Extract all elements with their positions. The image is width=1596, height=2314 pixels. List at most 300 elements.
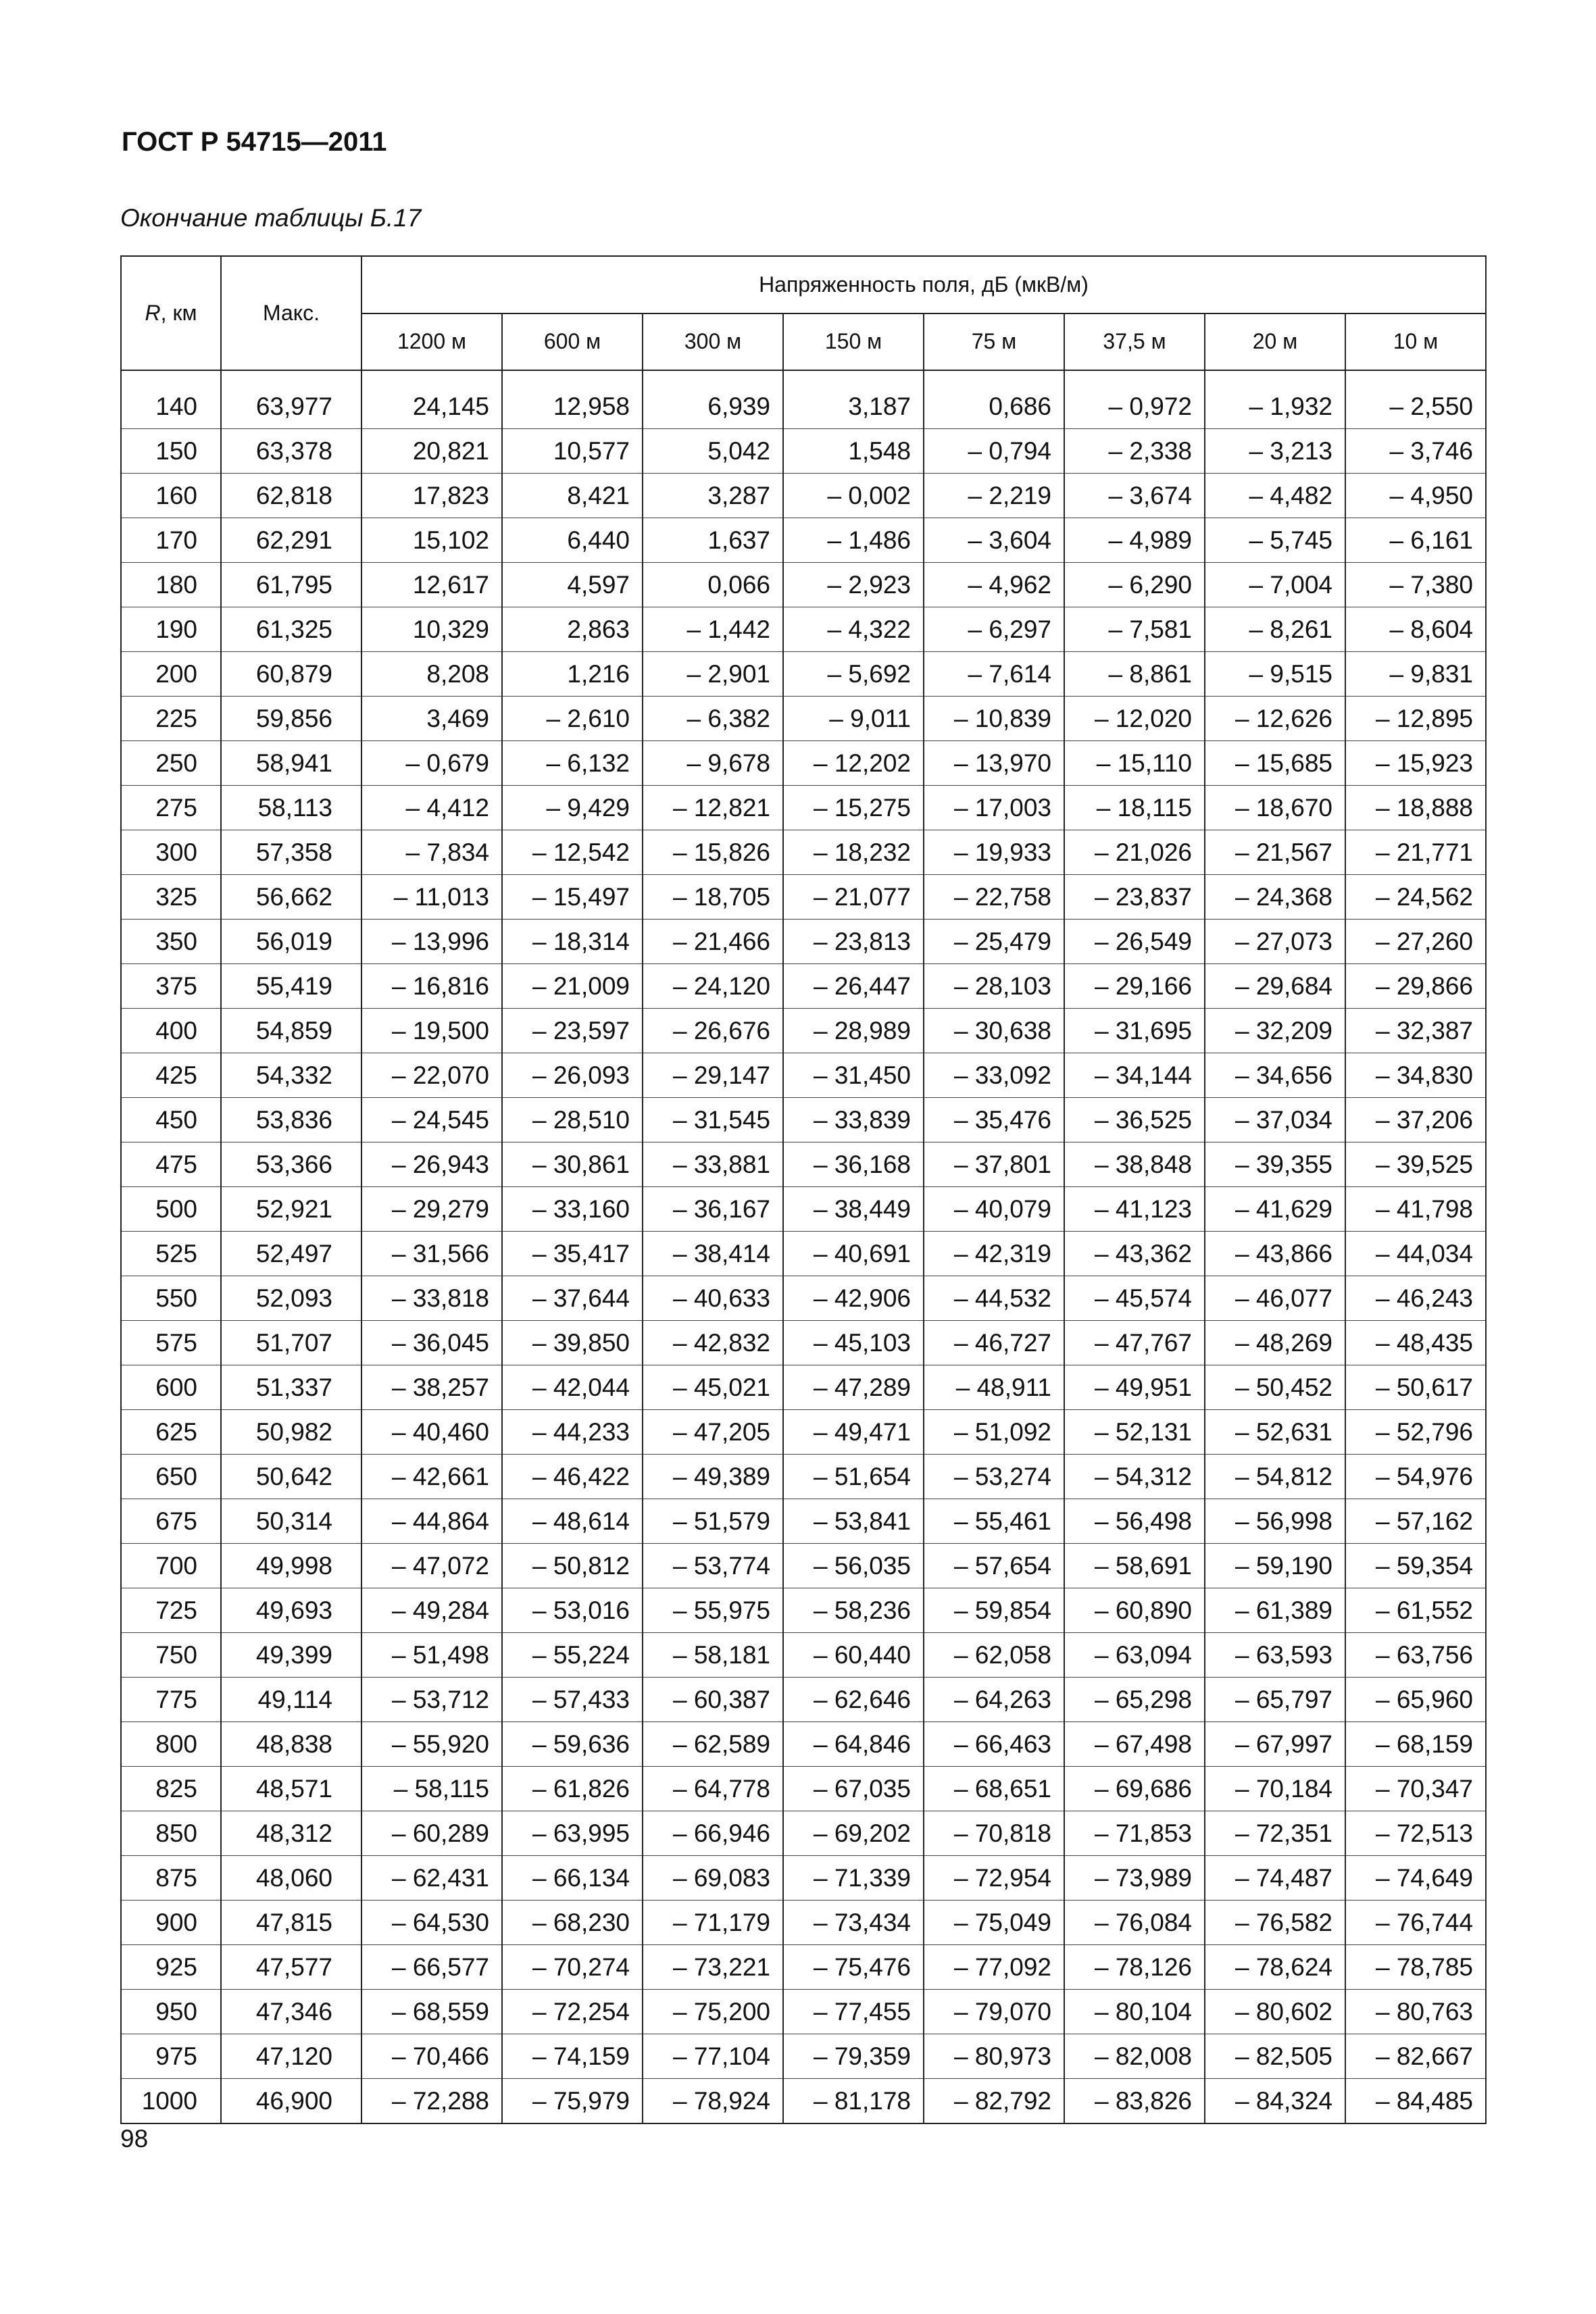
distance-r-cell: 225 bbox=[121, 697, 221, 741]
field-strength-cell: – 40,079 bbox=[924, 1187, 1064, 1232]
distance-r-cell: 550 bbox=[121, 1276, 221, 1321]
table-row bbox=[121, 741, 1486, 786]
field-strength-cell: – 22,070 bbox=[361, 1053, 502, 1098]
field-strength-cell: – 47,767 bbox=[1064, 1321, 1205, 1365]
distance-r-cell: 675 bbox=[121, 1499, 221, 1544]
table-row bbox=[121, 2079, 1486, 2124]
field-strength-cell: 3,287 bbox=[643, 474, 783, 518]
field-strength-cell: – 12,821 bbox=[643, 786, 783, 830]
field-strength-cell: – 40,633 bbox=[643, 1276, 783, 1321]
field-strength-cell: 6,440 bbox=[502, 518, 643, 563]
field-strength-cell: – 38,449 bbox=[783, 1187, 924, 1232]
field-strength-cell: – 12,895 bbox=[1345, 697, 1486, 741]
field-strength-cell: – 83,826 bbox=[1064, 2079, 1205, 2124]
field-strength-cell: – 37,034 bbox=[1205, 1098, 1345, 1142]
max-value-cell: 47,346 bbox=[221, 1990, 361, 2034]
field-strength-cell: – 4,962 bbox=[924, 563, 1064, 607]
field-strength-cell: – 24,562 bbox=[1345, 875, 1486, 920]
field-strength-cell: – 68,230 bbox=[502, 1901, 643, 1945]
field-strength-cell: – 12,020 bbox=[1064, 697, 1205, 741]
field-strength-cell: – 51,498 bbox=[361, 1633, 502, 1678]
field-strength-cell: – 46,422 bbox=[502, 1455, 643, 1499]
max-value-cell: 56,662 bbox=[221, 875, 361, 920]
table-row bbox=[121, 1990, 1486, 2034]
field-strength-cell: – 16,816 bbox=[361, 964, 502, 1009]
max-value-cell: 47,577 bbox=[221, 1945, 361, 1990]
field-strength-cell: – 80,602 bbox=[1205, 1990, 1345, 2034]
table-row bbox=[121, 1053, 1486, 1098]
field-strength-cell: – 71,853 bbox=[1064, 1811, 1205, 1856]
field-strength-cell: – 69,686 bbox=[1064, 1767, 1205, 1811]
field-strength-cell: – 41,629 bbox=[1205, 1187, 1345, 1232]
field-strength-cell: – 78,924 bbox=[643, 2079, 783, 2124]
field-strength-cell: – 55,461 bbox=[924, 1499, 1064, 1544]
table-row bbox=[121, 1678, 1486, 1722]
field-strength-cell: – 76,744 bbox=[1345, 1901, 1486, 1945]
field-strength-cell: – 77,092 bbox=[924, 1945, 1064, 1990]
field-strength-cell: – 15,826 bbox=[643, 830, 783, 875]
table-row bbox=[121, 1588, 1486, 1633]
field-strength-cell: – 36,167 bbox=[643, 1187, 783, 1232]
field-strength-cell: – 18,888 bbox=[1345, 786, 1486, 830]
max-value-cell: 48,312 bbox=[221, 1811, 361, 1856]
field-strength-cell: – 55,975 bbox=[643, 1588, 783, 1633]
table-row bbox=[121, 1901, 1486, 1945]
field-strength-cell: – 49,951 bbox=[1064, 1365, 1205, 1410]
field-strength-cell: – 37,644 bbox=[502, 1276, 643, 1321]
field-strength-cell: – 0,794 bbox=[924, 429, 1064, 474]
field-strength-cell: – 58,236 bbox=[783, 1588, 924, 1633]
max-value-cell: 48,571 bbox=[221, 1767, 361, 1811]
table-row bbox=[121, 1945, 1486, 1990]
field-strength-cell: – 54,976 bbox=[1345, 1455, 1486, 1499]
max-value-cell: 54,332 bbox=[221, 1053, 361, 1098]
field-strength-cell: – 34,830 bbox=[1345, 1053, 1486, 1098]
field-strength-cell: – 2,550 bbox=[1345, 384, 1486, 429]
field-strength-cell: – 66,577 bbox=[361, 1945, 502, 1990]
field-strength-cell: – 33,839 bbox=[783, 1098, 924, 1142]
field-strength-cell: – 56,998 bbox=[1205, 1499, 1345, 1544]
field-strength-cell: – 72,288 bbox=[361, 2079, 502, 2124]
field-strength-cell: – 60,890 bbox=[1064, 1588, 1205, 1633]
max-value-cell: 63,378 bbox=[221, 429, 361, 474]
field-strength-cell: – 72,954 bbox=[924, 1856, 1064, 1901]
field-strength-cell: – 7,581 bbox=[1064, 607, 1205, 652]
field-strength-cell: – 21,567 bbox=[1205, 830, 1345, 875]
field-strength-cell: – 15,685 bbox=[1205, 741, 1345, 786]
max-value-cell: 58,113 bbox=[221, 786, 361, 830]
distance-r-cell: 450 bbox=[121, 1098, 221, 1142]
field-strength-cell: 24,145 bbox=[361, 384, 502, 429]
field-strength-cell: – 41,798 bbox=[1345, 1187, 1486, 1232]
field-strength-cell: – 65,298 bbox=[1064, 1678, 1205, 1722]
field-strength-cell: – 70,466 bbox=[361, 2034, 502, 2079]
table-row bbox=[121, 518, 1486, 563]
field-strength-cell: – 62,646 bbox=[783, 1678, 924, 1722]
field-strength-cell: – 6,290 bbox=[1064, 563, 1205, 607]
field-strength-cell: – 74,487 bbox=[1205, 1856, 1345, 1901]
field-strength-cell: 12,958 bbox=[502, 384, 643, 429]
field-strength-cell: – 81,178 bbox=[783, 2079, 924, 2124]
field-strength-cell: – 50,617 bbox=[1345, 1365, 1486, 1410]
field-strength-cell: – 3,674 bbox=[1064, 474, 1205, 518]
field-strength-cell: – 15,923 bbox=[1345, 741, 1486, 786]
field-strength-cell: – 48,911 bbox=[924, 1365, 1064, 1410]
max-value-cell: 54,859 bbox=[221, 1009, 361, 1053]
distance-r-cell: 375 bbox=[121, 964, 221, 1009]
column-header-distance: 1200 м bbox=[361, 313, 502, 371]
field-strength-cell: – 56,035 bbox=[783, 1544, 924, 1588]
field-strength-cell: – 12,542 bbox=[502, 830, 643, 875]
table-row bbox=[121, 1232, 1486, 1276]
field-strength-cell: – 36,525 bbox=[1064, 1098, 1205, 1142]
field-strength-cell: – 8,604 bbox=[1345, 607, 1486, 652]
field-strength-cell: – 39,355 bbox=[1205, 1142, 1345, 1187]
max-value-cell: 52,093 bbox=[221, 1276, 361, 1321]
field-strength-cell: – 6,297 bbox=[924, 607, 1064, 652]
field-strength-cell: – 29,866 bbox=[1345, 964, 1486, 1009]
field-strength-cell: – 2,901 bbox=[643, 652, 783, 697]
field-strength-cell: – 52,631 bbox=[1205, 1410, 1345, 1455]
field-strength-cell: – 47,205 bbox=[643, 1410, 783, 1455]
field-strength-cell: 17,823 bbox=[361, 474, 502, 518]
field-strength-cell: – 44,864 bbox=[361, 1499, 502, 1544]
table-row bbox=[121, 1455, 1486, 1499]
field-strength-cell: – 21,466 bbox=[643, 920, 783, 964]
field-strength-cell: – 33,160 bbox=[502, 1187, 643, 1232]
field-strength-cell: – 3,604 bbox=[924, 518, 1064, 563]
distance-r-cell: 200 bbox=[121, 652, 221, 697]
field-strength-cell: – 49,471 bbox=[783, 1410, 924, 1455]
field-strength-cell: – 50,452 bbox=[1205, 1365, 1345, 1410]
field-strength-cell: – 80,104 bbox=[1064, 1990, 1205, 2034]
field-strength-cell: – 53,016 bbox=[502, 1588, 643, 1633]
field-strength-cell: – 37,206 bbox=[1345, 1098, 1486, 1142]
field-strength-cell: – 58,115 bbox=[361, 1767, 502, 1811]
field-strength-cell: – 7,614 bbox=[924, 652, 1064, 697]
column-header-distance: 300 м bbox=[643, 313, 783, 371]
field-strength-cell: – 68,651 bbox=[924, 1767, 1064, 1811]
field-strength-cell: – 21,771 bbox=[1345, 830, 1486, 875]
field-strength-cell: – 9,429 bbox=[502, 786, 643, 830]
field-strength-cell: – 71,339 bbox=[783, 1856, 924, 1901]
field-strength-cell: – 3,746 bbox=[1345, 429, 1486, 474]
field-strength-cell: – 22,758 bbox=[924, 875, 1064, 920]
max-value-cell: 48,060 bbox=[221, 1856, 361, 1901]
field-strength-cell: – 46,727 bbox=[924, 1321, 1064, 1365]
table-row bbox=[121, 1856, 1486, 1901]
distance-r-cell: 180 bbox=[121, 563, 221, 607]
table-row bbox=[121, 1276, 1486, 1321]
field-strength-cell: – 59,854 bbox=[924, 1588, 1064, 1633]
distance-r-cell: 850 bbox=[121, 1811, 221, 1856]
table-row bbox=[121, 875, 1486, 920]
field-strength-cell: – 10,839 bbox=[924, 697, 1064, 741]
field-strength-cell: – 9,515 bbox=[1205, 652, 1345, 697]
field-strength-cell: – 23,813 bbox=[783, 920, 924, 964]
distance-r-cell: 750 bbox=[121, 1633, 221, 1678]
field-strength-cell: – 30,638 bbox=[924, 1009, 1064, 1053]
field-strength-cell: – 53,712 bbox=[361, 1678, 502, 1722]
field-strength-cell: – 48,614 bbox=[502, 1499, 643, 1544]
distance-r-cell: 625 bbox=[121, 1410, 221, 1455]
table-row bbox=[121, 1098, 1486, 1142]
field-strength-cell: – 63,593 bbox=[1205, 1633, 1345, 1678]
column-header-distance: 37,5 м bbox=[1064, 313, 1205, 371]
field-strength-table bbox=[120, 255, 1487, 2124]
table-row bbox=[121, 474, 1486, 518]
max-value-cell: 53,836 bbox=[221, 1098, 361, 1142]
field-strength-cell: – 71,179 bbox=[643, 1901, 783, 1945]
distance-r-cell: 950 bbox=[121, 1990, 221, 2034]
field-strength-cell: – 38,848 bbox=[1064, 1142, 1205, 1187]
field-strength-cell: – 78,624 bbox=[1205, 1945, 1345, 1990]
field-strength-cell: – 34,656 bbox=[1205, 1053, 1345, 1098]
field-strength-cell: – 6,161 bbox=[1345, 518, 1486, 563]
field-strength-cell: 1,216 bbox=[502, 652, 643, 697]
field-strength-cell: – 33,092 bbox=[924, 1053, 1064, 1098]
distance-r-cell: 300 bbox=[121, 830, 221, 875]
column-group-header: Напряженность поля, дБ (мкВ/м) bbox=[361, 256, 1486, 313]
field-strength-cell: – 64,778 bbox=[643, 1767, 783, 1811]
max-value-cell: 50,982 bbox=[221, 1410, 361, 1455]
max-value-cell: 49,399 bbox=[221, 1633, 361, 1678]
field-strength-cell: – 63,756 bbox=[1345, 1633, 1486, 1678]
field-strength-cell: – 45,021 bbox=[643, 1365, 783, 1410]
field-strength-cell: 1,637 bbox=[643, 518, 783, 563]
field-strength-cell: – 2,610 bbox=[502, 697, 643, 741]
table-caption: Окончание таблицы Б.17 bbox=[120, 204, 422, 232]
field-strength-cell: – 24,545 bbox=[361, 1098, 502, 1142]
distance-r-cell: 700 bbox=[121, 1544, 221, 1588]
distance-r-cell: 140 bbox=[121, 384, 221, 429]
table-row bbox=[121, 384, 1486, 429]
field-strength-cell: – 68,159 bbox=[1345, 1722, 1486, 1767]
table-row bbox=[121, 1811, 1486, 1856]
field-strength-cell: – 51,579 bbox=[643, 1499, 783, 1544]
field-strength-cell: – 11,013 bbox=[361, 875, 502, 920]
distance-r-cell: 190 bbox=[121, 607, 221, 652]
field-strength-cell: – 63,995 bbox=[502, 1811, 643, 1856]
table-row bbox=[121, 1009, 1486, 1053]
max-value-cell: 57,358 bbox=[221, 830, 361, 875]
field-strength-cell: – 72,351 bbox=[1205, 1811, 1345, 1856]
distance-r-cell: 925 bbox=[121, 1945, 221, 1990]
field-strength-cell: – 39,525 bbox=[1345, 1142, 1486, 1187]
field-strength-cell: – 17,003 bbox=[924, 786, 1064, 830]
field-strength-cell: – 21,077 bbox=[783, 875, 924, 920]
field-strength-cell: – 44,034 bbox=[1345, 1232, 1486, 1276]
field-strength-cell: – 77,455 bbox=[783, 1990, 924, 2034]
field-strength-cell: – 29,166 bbox=[1064, 964, 1205, 1009]
field-strength-cell: 8,208 bbox=[361, 652, 502, 697]
field-strength-cell: – 52,796 bbox=[1345, 1410, 1486, 1455]
field-strength-cell: – 31,566 bbox=[361, 1232, 502, 1276]
field-strength-cell: – 4,989 bbox=[1064, 518, 1205, 563]
max-value-cell: 55,419 bbox=[221, 964, 361, 1009]
field-strength-cell: – 61,552 bbox=[1345, 1588, 1486, 1633]
field-strength-cell: – 38,414 bbox=[643, 1232, 783, 1276]
field-strength-cell: – 8,861 bbox=[1064, 652, 1205, 697]
field-strength-cell: – 84,485 bbox=[1345, 2079, 1486, 2124]
field-strength-cell: – 74,159 bbox=[502, 2034, 643, 2079]
field-strength-cell: – 5,745 bbox=[1205, 518, 1345, 563]
table-row bbox=[121, 1767, 1486, 1811]
field-strength-cell: – 30,861 bbox=[502, 1142, 643, 1187]
table-row bbox=[121, 830, 1486, 875]
max-value-cell: 49,998 bbox=[221, 1544, 361, 1588]
document-code: ГОСТ Р 54715—2011 bbox=[122, 127, 387, 157]
table-row bbox=[121, 429, 1486, 474]
field-strength-cell: – 47,072 bbox=[361, 1544, 502, 1588]
max-value-cell: 59,856 bbox=[221, 697, 361, 741]
field-strength-cell: – 5,692 bbox=[783, 652, 924, 697]
field-strength-cell: – 9,678 bbox=[643, 741, 783, 786]
field-strength-cell: – 70,184 bbox=[1205, 1767, 1345, 1811]
field-strength-cell: – 61,826 bbox=[502, 1767, 643, 1811]
table-row bbox=[121, 964, 1486, 1009]
field-strength-cell: – 74,649 bbox=[1345, 1856, 1486, 1901]
table-row bbox=[121, 1187, 1486, 1232]
field-strength-cell: – 55,224 bbox=[502, 1633, 643, 1678]
table-row bbox=[121, 652, 1486, 697]
field-strength-cell: – 7,004 bbox=[1205, 563, 1345, 607]
field-strength-cell: – 26,943 bbox=[361, 1142, 502, 1187]
field-strength-cell: – 29,147 bbox=[643, 1053, 783, 1098]
field-strength-cell: – 4,322 bbox=[783, 607, 924, 652]
field-strength-cell: – 59,190 bbox=[1205, 1544, 1345, 1588]
field-strength-cell: – 82,792 bbox=[924, 2079, 1064, 2124]
field-strength-cell: – 35,417 bbox=[502, 1232, 643, 1276]
field-strength-cell: – 7,834 bbox=[361, 830, 502, 875]
field-strength-cell: 12,617 bbox=[361, 563, 502, 607]
max-value-cell: 52,921 bbox=[221, 1187, 361, 1232]
field-strength-cell: 3,187 bbox=[783, 384, 924, 429]
field-strength-cell: – 15,497 bbox=[502, 875, 643, 920]
field-strength-cell: – 40,460 bbox=[361, 1410, 502, 1455]
table-row bbox=[121, 1321, 1486, 1365]
field-strength-cell: – 34,144 bbox=[1064, 1053, 1205, 1098]
field-strength-cell: – 58,181 bbox=[643, 1633, 783, 1678]
field-strength-cell: – 25,479 bbox=[924, 920, 1064, 964]
field-strength-cell: – 38,257 bbox=[361, 1365, 502, 1410]
field-strength-cell: – 42,044 bbox=[502, 1365, 643, 1410]
field-strength-cell: – 32,387 bbox=[1345, 1009, 1486, 1053]
field-strength-cell: – 28,510 bbox=[502, 1098, 643, 1142]
field-strength-cell: 8,421 bbox=[502, 474, 643, 518]
column-header-distance: 10 м bbox=[1345, 313, 1486, 371]
max-value-cell: 58,941 bbox=[221, 741, 361, 786]
field-strength-cell: – 80,973 bbox=[924, 2034, 1064, 2079]
field-strength-cell: – 72,513 bbox=[1345, 1811, 1486, 1856]
distance-r-cell: 900 bbox=[121, 1901, 221, 1945]
field-strength-cell: – 26,447 bbox=[783, 964, 924, 1009]
field-strength-cell: – 46,077 bbox=[1205, 1276, 1345, 1321]
field-strength-cell: – 67,498 bbox=[1064, 1722, 1205, 1767]
field-strength-cell: – 55,920 bbox=[361, 1722, 502, 1767]
field-strength-cell: – 31,450 bbox=[783, 1053, 924, 1098]
field-strength-cell: – 23,837 bbox=[1064, 875, 1205, 920]
field-strength-cell: – 67,035 bbox=[783, 1767, 924, 1811]
field-strength-cell: – 76,084 bbox=[1064, 1901, 1205, 1945]
max-value-cell: 51,337 bbox=[221, 1365, 361, 1410]
field-strength-cell: – 70,347 bbox=[1345, 1767, 1486, 1811]
field-strength-cell: – 19,500 bbox=[361, 1009, 502, 1053]
field-strength-cell: – 64,846 bbox=[783, 1722, 924, 1767]
field-strength-cell: – 78,126 bbox=[1064, 1945, 1205, 1990]
field-strength-cell: – 6,382 bbox=[643, 697, 783, 741]
field-strength-cell: – 53,774 bbox=[643, 1544, 783, 1588]
field-strength-cell: – 61,389 bbox=[1205, 1588, 1345, 1633]
table-row bbox=[121, 920, 1486, 964]
field-strength-cell: – 48,435 bbox=[1345, 1321, 1486, 1365]
field-strength-cell: – 19,933 bbox=[924, 830, 1064, 875]
table-row bbox=[121, 607, 1486, 652]
field-strength-cell: – 37,801 bbox=[924, 1142, 1064, 1187]
field-strength-cell: – 51,654 bbox=[783, 1455, 924, 1499]
field-strength-cell: – 45,103 bbox=[783, 1321, 924, 1365]
field-strength-cell: – 57,433 bbox=[502, 1678, 643, 1722]
distance-r-cell: 150 bbox=[121, 429, 221, 474]
distance-r-cell: 350 bbox=[121, 920, 221, 964]
column-header-distance: 20 м bbox=[1205, 313, 1345, 371]
table-row bbox=[121, 563, 1486, 607]
max-value-cell: 56,019 bbox=[221, 920, 361, 964]
table-row bbox=[121, 1722, 1486, 1767]
field-strength-cell: – 82,667 bbox=[1345, 2034, 1486, 2079]
field-strength-cell: – 18,314 bbox=[502, 920, 643, 964]
field-strength-cell: – 59,354 bbox=[1345, 1544, 1486, 1588]
field-strength-cell: – 26,093 bbox=[502, 1053, 643, 1098]
field-strength-cell: – 2,219 bbox=[924, 474, 1064, 518]
field-strength-cell: – 33,881 bbox=[643, 1142, 783, 1187]
distance-r-cell: 775 bbox=[121, 1678, 221, 1722]
field-strength-cell: – 35,476 bbox=[924, 1098, 1064, 1142]
field-strength-cell: – 24,120 bbox=[643, 964, 783, 1009]
field-strength-cell: – 13,996 bbox=[361, 920, 502, 964]
field-strength-cell: – 66,946 bbox=[643, 1811, 783, 1856]
max-value-cell: 50,314 bbox=[221, 1499, 361, 1544]
field-strength-cell: – 26,549 bbox=[1064, 920, 1205, 964]
table-row bbox=[121, 1499, 1486, 1544]
field-strength-cell: – 58,691 bbox=[1064, 1544, 1205, 1588]
max-value-cell: 51,707 bbox=[221, 1321, 361, 1365]
field-strength-cell: – 45,574 bbox=[1064, 1276, 1205, 1321]
field-strength-cell: – 47,289 bbox=[783, 1365, 924, 1410]
distance-r-cell: 160 bbox=[121, 474, 221, 518]
table-row bbox=[121, 1365, 1486, 1410]
field-strength-cell: – 18,670 bbox=[1205, 786, 1345, 830]
field-strength-cell: – 69,083 bbox=[643, 1856, 783, 1901]
field-strength-cell: – 64,263 bbox=[924, 1678, 1064, 1722]
field-strength-cell: – 70,274 bbox=[502, 1945, 643, 1990]
field-strength-cell: – 42,906 bbox=[783, 1276, 924, 1321]
max-value-cell: 47,815 bbox=[221, 1901, 361, 1945]
field-strength-cell: – 44,233 bbox=[502, 1410, 643, 1455]
field-strength-cell: – 62,058 bbox=[924, 1633, 1064, 1678]
field-strength-cell: – 4,412 bbox=[361, 786, 502, 830]
field-strength-cell: – 56,498 bbox=[1064, 1499, 1205, 1544]
field-strength-cell: – 60,440 bbox=[783, 1633, 924, 1678]
field-strength-cell: – 75,049 bbox=[924, 1901, 1064, 1945]
field-strength-cell: 0,066 bbox=[643, 563, 783, 607]
distance-r-cell: 500 bbox=[121, 1187, 221, 1232]
field-strength-cell: – 52,131 bbox=[1064, 1410, 1205, 1455]
field-strength-cell: – 27,073 bbox=[1205, 920, 1345, 964]
distance-r-cell: 725 bbox=[121, 1588, 221, 1633]
distance-r-cell: 825 bbox=[121, 1767, 221, 1811]
field-strength-cell: – 28,989 bbox=[783, 1009, 924, 1053]
